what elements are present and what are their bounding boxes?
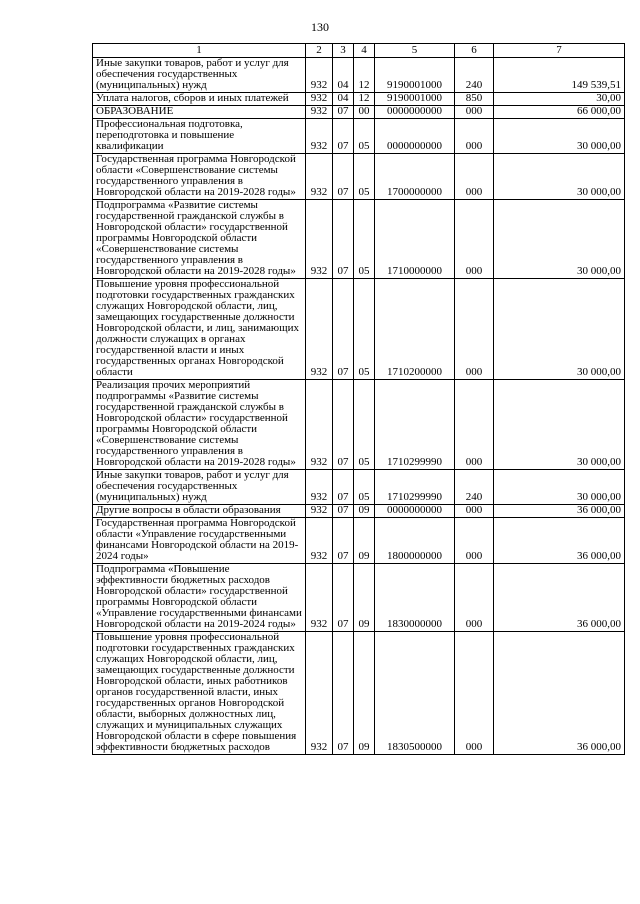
row-name: Иные закупки товаров, работ и услуг для обеспечения государственных (муниципальных) нужд <box>93 58 306 93</box>
row-rz: 07 <box>333 119 354 154</box>
row-amount: 30 000,00 <box>494 200 625 279</box>
row-vr: 000 <box>455 200 494 279</box>
column-header-csr: 5 <box>375 44 455 58</box>
row-rz: 07 <box>333 470 354 505</box>
row-csr: 9190001000 <box>375 58 455 93</box>
row-rz: 07 <box>333 564 354 632</box>
row-amount: 30,00 <box>494 93 625 106</box>
row-vr: 000 <box>455 518 494 564</box>
row-rz: 07 <box>333 200 354 279</box>
row-csr: 1830000000 <box>375 564 455 632</box>
row-csr: 1800000000 <box>375 518 455 564</box>
row-pr: 05 <box>354 470 375 505</box>
row-pr: 09 <box>354 518 375 564</box>
row-rz: 07 <box>333 279 354 380</box>
row-pr: 12 <box>354 93 375 106</box>
row-name: Профессиональная подготовка, переподготовка и повышение квалификации <box>93 119 306 154</box>
row-gr: 932 <box>306 93 333 106</box>
row-pr: 05 <box>354 119 375 154</box>
column-header-rz: 3 <box>333 44 354 58</box>
row-pr: 05 <box>354 380 375 470</box>
row-pr: 09 <box>354 632 375 755</box>
table-row <box>93 106 625 119</box>
column-header-amount: 7 <box>494 44 625 58</box>
row-rz: 07 <box>333 518 354 564</box>
table-row <box>93 154 625 200</box>
row-gr: 932 <box>306 505 333 518</box>
page-number: 130 <box>311 20 329 34</box>
table-row <box>93 119 625 154</box>
row-amount: 30 000,00 <box>494 279 625 380</box>
row-rz: 07 <box>333 505 354 518</box>
row-pr: 05 <box>354 279 375 380</box>
row-gr: 932 <box>306 279 333 380</box>
row-amount: 149 539,51 <box>494 58 625 93</box>
row-pr: 00 <box>354 106 375 119</box>
row-csr: 1710000000 <box>375 200 455 279</box>
row-csr: 0000000000 <box>375 106 455 119</box>
row-name: Подпрограмма «Развитие системы государственной гражданской службы в Новгородской области» государственной программы Новгородской области «Совершенствование системы государственного управления в Новгородской области на 2019-2028 годы» <box>93 200 306 279</box>
row-vr: 000 <box>455 632 494 755</box>
row-rz: 04 <box>333 93 354 106</box>
column-header-vr: 6 <box>455 44 494 58</box>
row-csr: 1830500000 <box>375 632 455 755</box>
row-vr: 000 <box>455 119 494 154</box>
row-pr: 09 <box>354 505 375 518</box>
row-pr: 05 <box>354 154 375 200</box>
row-amount: 36 000,00 <box>494 505 625 518</box>
row-gr: 932 <box>306 200 333 279</box>
row-name: Государственная программа Новгородской области «Управление государственными финансами Новгородской области на 2019-2024 годы» <box>93 518 306 564</box>
row-gr: 932 <box>306 470 333 505</box>
row-amount: 30 000,00 <box>494 380 625 470</box>
row-rz: 07 <box>333 632 354 755</box>
table-row <box>93 518 625 564</box>
row-csr: 0000000000 <box>375 119 455 154</box>
row-name: Уплата налогов, сборов и иных платежей <box>93 93 306 106</box>
row-vr: 000 <box>455 380 494 470</box>
table-row <box>93 470 625 505</box>
row-gr: 932 <box>306 632 333 755</box>
row-amount: 36 000,00 <box>494 632 625 755</box>
row-rz: 07 <box>333 380 354 470</box>
table-row <box>93 200 625 279</box>
table-row <box>93 279 625 380</box>
header-row <box>93 44 625 58</box>
column-header-name: 1 <box>93 44 306 58</box>
row-gr: 932 <box>306 564 333 632</box>
row-pr: 05 <box>354 200 375 279</box>
row-name: Государственная программа Новгородской области «Совершенствование системы государственного управления в Новгородской области на 2019-2028 годы» <box>93 154 306 200</box>
row-amount: 36 000,00 <box>494 518 625 564</box>
row-csr: 1710200000 <box>375 279 455 380</box>
row-amount: 30 000,00 <box>494 154 625 200</box>
row-rz: 04 <box>333 58 354 93</box>
row-vr: 240 <box>455 470 494 505</box>
row-vr: 000 <box>455 505 494 518</box>
row-csr: 1700000000 <box>375 154 455 200</box>
row-amount: 36 000,00 <box>494 564 625 632</box>
row-vr: 850 <box>455 93 494 106</box>
row-gr: 932 <box>306 106 333 119</box>
row-vr: 000 <box>455 279 494 380</box>
row-vr: 000 <box>455 154 494 200</box>
row-gr: 932 <box>306 119 333 154</box>
row-pr: 09 <box>354 564 375 632</box>
row-amount: 66 000,00 <box>494 106 625 119</box>
table-row <box>93 93 625 106</box>
row-csr: 1710299990 <box>375 470 455 505</box>
row-amount: 30 000,00 <box>494 470 625 505</box>
table-row <box>93 564 625 632</box>
budget-table <box>92 43 625 755</box>
row-name: Реализация прочих мероприятий подпрограммы «Развитие системы государственной гражданской службы в Новгородской области» государственной программы Новгородской области «Совершенствование системы государственного управления в Новгородской области на 2019-2028 годы» <box>93 380 306 470</box>
table-row <box>93 380 625 470</box>
row-gr: 932 <box>306 154 333 200</box>
row-csr: 0000000000 <box>375 505 455 518</box>
row-vr: 000 <box>455 564 494 632</box>
row-gr: 932 <box>306 518 333 564</box>
row-amount: 30 000,00 <box>494 119 625 154</box>
table-row <box>93 58 625 93</box>
row-vr: 240 <box>455 58 494 93</box>
row-vr: 000 <box>455 106 494 119</box>
row-name: Подпрограмма «Повышение эффективности бюджетных расходов Новгородской области» государственной программы Новгородской области «Управление государственными финансами Новгородской области на 2019-2024 годы» <box>93 564 306 632</box>
row-rz: 07 <box>333 106 354 119</box>
row-name: Повышение уровня профессиональной подготовки государственных гражданских служащих Новгородской области, лиц, замещающих государственные должности Новгородской области, и лиц, занимающих должности служащих в органах государственной власти и иных государственных органах Новгородской области <box>93 279 306 380</box>
table-row <box>93 505 625 518</box>
column-header-pr: 4 <box>354 44 375 58</box>
table-row <box>93 632 625 755</box>
row-gr: 932 <box>306 58 333 93</box>
row-name: ОБРАЗОВАНИЕ <box>93 106 306 119</box>
row-name: Другие вопросы в области образования <box>93 505 306 518</box>
column-header-gr: 2 <box>306 44 333 58</box>
row-csr: 9190001000 <box>375 93 455 106</box>
row-csr: 1710299990 <box>375 380 455 470</box>
row-gr: 932 <box>306 380 333 470</box>
row-name: Иные закупки товаров, работ и услуг для обеспечения государственных (муниципальных) нужд <box>93 470 306 505</box>
row-rz: 07 <box>333 154 354 200</box>
row-pr: 12 <box>354 58 375 93</box>
row-name: Повышение уровня профессиональной подготовки государственных гражданских служащих Новгородской области, лиц, замещающих государственные должности Новгородской области, иных работников органов государственной власти, иных государственных органов Новгородской области, выборных должностных лиц, служащих и муниципальных служащих Новгородской области в сфере повышения эффективности бюджетных расходов <box>93 632 306 755</box>
